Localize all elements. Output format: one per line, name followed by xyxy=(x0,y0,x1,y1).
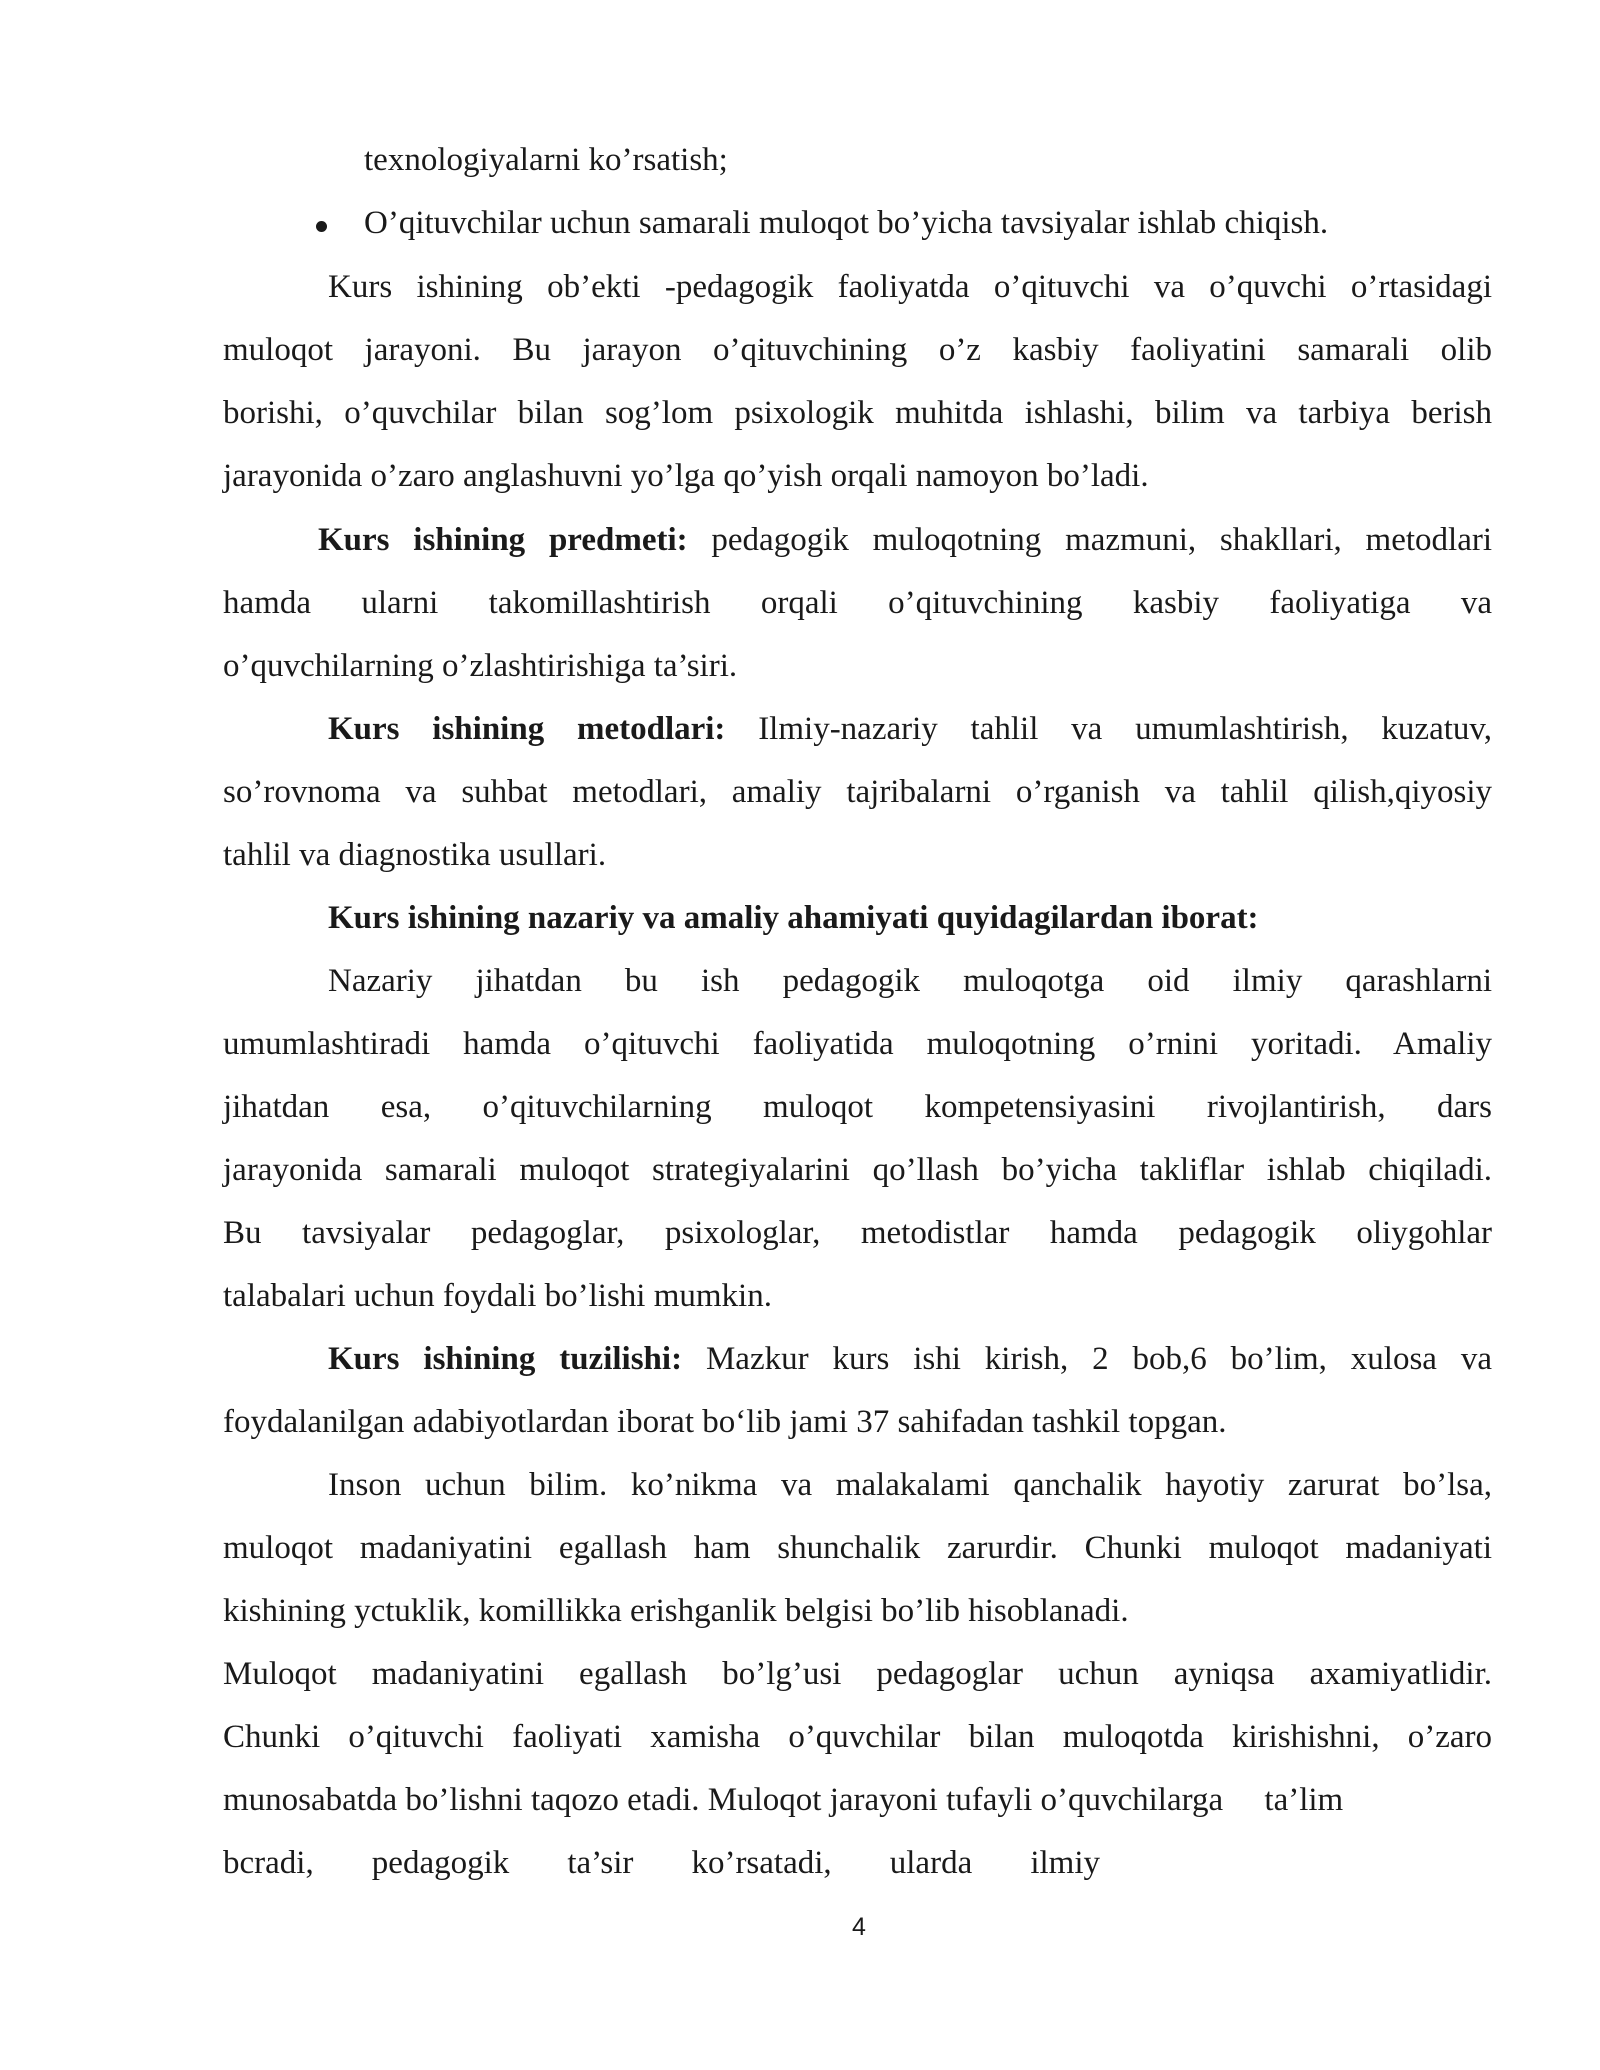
subject-text: pedagogik muloqotning mazmuni, shakllari, metodlari xyxy=(687,522,1492,558)
significance-paragraph-line: umumlashtiradi hamda o’qituvchi faoliyatida muloqotning o’rnini yoritadi. Amaliy xyxy=(223,1026,1492,1062)
object-paragraph-line: borishi, o’quvchilar bilan sog’lom psixologik muhitda ishlashi, bilim va tarbiya berish xyxy=(223,395,1492,431)
methods-paragraph-line xyxy=(328,707,1492,751)
structure-text: Mazkur kurs ishi kirish, 2 bob,6 bo’lim, xulosa va xyxy=(682,1341,1492,1377)
object-paragraph-line: jarayonida o’zaro anglashuvni yo’lga qo’yish orqali namoyon bo’ladi. xyxy=(223,458,1149,494)
significance-paragraph-line: jarayonida samarali muloqot strategiyalarini qo’llash bo’yicha takliflar ishlab chiqiladi. xyxy=(223,1152,1492,1188)
culture-paragraph-line: muloqot madaniyatini egallash ham shunchalik zarurdir. Chunki muloqot madaniyati xyxy=(223,1530,1492,1566)
methods-paragraph-line: tahlil va diagnostika usullari. xyxy=(223,837,607,873)
structure-label: Kurs ishining tuzilishi: xyxy=(328,1341,683,1377)
teachers-paragraph-line: Chunki o’qituvchi faoliyati xamisha o’quvchilar bilan muloqotda kirishishni, o’zaro xyxy=(223,1719,1492,1755)
significance-paragraph-line: Nazariy jihatdan bu ish pedagogik muloqotga oid ilmiy qarashlarni xyxy=(328,963,1492,999)
significance-heading: Kurs ishining nazariy va amaliy ahamiyati quyidagilardan iborat: xyxy=(328,900,1259,936)
subject-paragraph-line: o’quvchilarning o’zlashtirishiga ta’siri. xyxy=(223,648,738,684)
teachers-paragraph-line: Muloqot madaniyatini egallash bo’lg’usi pedagoglar uchun ayniqsa axamiyatlidir. xyxy=(223,1656,1492,1692)
subject-label: Kurs ishining predmeti: xyxy=(318,522,688,558)
page-number: 4 xyxy=(852,1913,866,1941)
structure-paragraph-line xyxy=(328,1337,1492,1381)
object-paragraph-line: Kurs ishining ob’ekti -pedagogik faoliyatda o’qituvchi va o’quvchi o’rtasidagi xyxy=(328,269,1492,305)
methods-text: Ilmiy-nazariy tahlil va umumlashtirish, kuzatuv, xyxy=(725,711,1492,747)
significance-paragraph-line: Bu tavsiyalar pedagoglar, psixologlar, metodistlar hamda pedagogik oliygohlar xyxy=(223,1215,1492,1251)
culture-paragraph-line: kishining yctuklik, komillikka erishganlik belgisi bo’lib hisoblanadi. xyxy=(223,1593,1129,1629)
bullet-item-continuation: texnologiyalarni ko’rsatish; xyxy=(364,142,728,178)
structure-paragraph-line: foydalanilgan adabiyotlardan iborat bo‘lib jami 37 sahifadan tashkil topgan. xyxy=(223,1404,1227,1440)
teachers-paragraph-line: bcradi, pedagogik ta’sir ko’rsatadi, ularda ilmiy xyxy=(223,1845,1100,1881)
subject-paragraph-line: hamda ularni takomillashtirish orqali o’qituvchining kasbiy faoliyatiga va xyxy=(223,585,1492,621)
bullet-item: O’qituvchilar uchun samarali muloqot bo’yicha tavsiyalar ishlab chiqish. xyxy=(364,205,1329,241)
significance-paragraph-line: jihatdan esa, o’qituvchilarning muloqot kompetensiyasini rivojlantirish, dars xyxy=(223,1089,1492,1125)
culture-paragraph-line: Inson uchun bilim. ko’nikma va malakalami qanchalik hayotiy zarurat bo’lsa, xyxy=(328,1467,1492,1503)
subject-paragraph-line xyxy=(318,518,1492,562)
significance-paragraph-line: talabalari uchun foydali bo’lishi mumkin. xyxy=(223,1278,772,1314)
methods-label: Kurs ishining metodlari: xyxy=(328,711,726,747)
methods-paragraph-line: so’rovnoma va suhbat metodlari, amaliy tajribalarni o’rganish va tahlil qilish,qiyosiy xyxy=(223,774,1492,810)
object-paragraph-line: muloqot jarayoni. Bu jarayon o’qituvchining o’z kasbiy faoliyatini samarali olib xyxy=(223,332,1492,368)
bullet-dot-icon xyxy=(316,221,327,232)
teachers-paragraph-line: munosabatda bo’lishni taqozo etadi. Muloqot jarayoni tufayli o’quvchilarga ta’lim xyxy=(223,1782,1344,1818)
